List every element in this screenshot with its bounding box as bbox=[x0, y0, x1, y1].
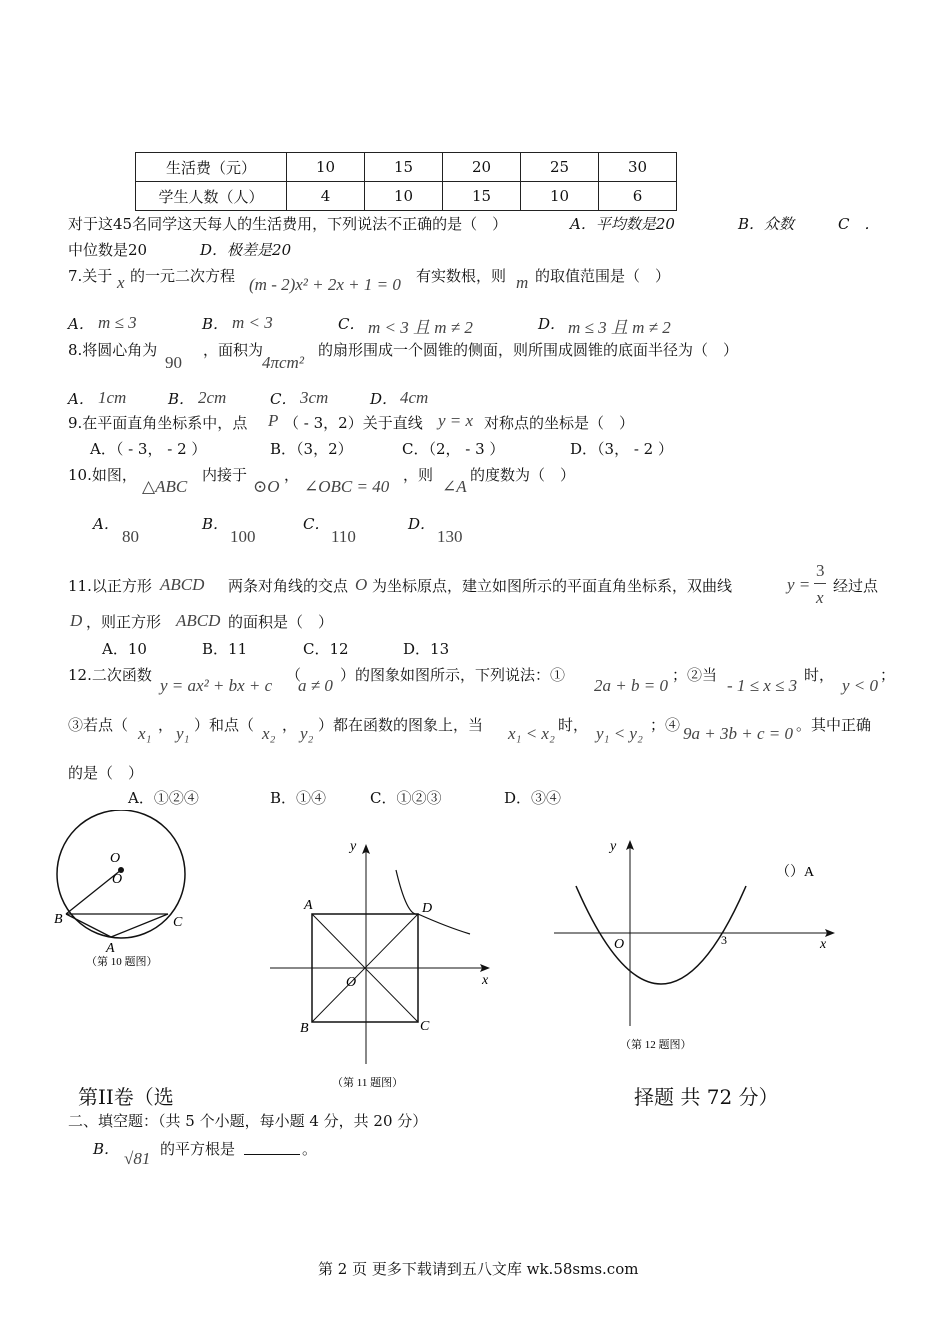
table-cell: 25 bbox=[521, 153, 599, 182]
figure-10-caption: （第 10 题图） bbox=[86, 956, 158, 968]
q10-angle-a: ∠A bbox=[442, 477, 467, 496]
q12-x2: x₂ bbox=[262, 724, 276, 743]
q11-origin: O bbox=[355, 575, 368, 594]
q9-option-d: D．（3， - 2 ） bbox=[570, 440, 673, 458]
label-x: x bbox=[482, 973, 489, 988]
q8-option-b-label: B． bbox=[168, 390, 195, 408]
q7-option-d-label: D． bbox=[538, 315, 566, 333]
q7-option-a-label: A． bbox=[68, 315, 94, 333]
q7-var-m: m bbox=[516, 273, 529, 292]
label-o-2: O bbox=[112, 872, 123, 887]
q7-option-a: m ≤ 3 bbox=[98, 313, 137, 332]
q12-and: ）和点（ bbox=[194, 716, 255, 734]
q9-suffix: 对称点的坐标是（ ） bbox=[484, 414, 635, 432]
answer-blank[interactable] bbox=[244, 1140, 300, 1159]
q8-area: 4πcm² bbox=[262, 353, 304, 372]
q11-option-d: D．13 bbox=[403, 640, 450, 658]
q11-hyperbola-lhs: y = bbox=[787, 575, 811, 594]
q11-option-b: B．11 bbox=[202, 640, 248, 658]
q13-end: 。 bbox=[302, 1140, 318, 1158]
table-cell: 30 bbox=[599, 153, 677, 182]
figure-10 bbox=[50, 810, 210, 975]
q8-option-d-label: D． bbox=[370, 390, 398, 408]
q12-option-b: B．①④ bbox=[270, 789, 327, 807]
label-d: D bbox=[422, 901, 433, 916]
q11-line2-end: 的面积是（ ） bbox=[228, 613, 334, 631]
table-row bbox=[136, 182, 677, 211]
page-footer: 第 2 页 更多下载请到五八文库 wk.58sms.com bbox=[318, 1260, 639, 1278]
q11-square: ABCD bbox=[160, 575, 205, 594]
figure-11-caption: （第 11 题图） bbox=[332, 1077, 404, 1089]
section-title-left: 第II卷（选 bbox=[78, 1085, 174, 1109]
q9-option-c: C．（2， - 3 ） bbox=[402, 440, 505, 458]
table-cell: 4 bbox=[287, 182, 365, 211]
q8-suffix: 的扇形围成一个圆锥的侧面，则所围成圆锥的底面半径为（ ） bbox=[318, 341, 739, 359]
q12-option-a: A．①②④ bbox=[128, 789, 199, 807]
section-title-right: 择题 共 72 分） bbox=[634, 1085, 779, 1109]
q6-option-b: B．众数 bbox=[738, 215, 795, 233]
q9-point: P bbox=[268, 411, 279, 430]
q13-label: B． bbox=[93, 1140, 120, 1158]
q7-option-b: m < 3 bbox=[232, 313, 273, 332]
q11-suffix: 经过点 bbox=[833, 577, 879, 595]
q7-option-c-label: C． bbox=[338, 315, 365, 333]
q12-option-c: C．①②③ bbox=[370, 789, 442, 807]
q12-semicolon: ； bbox=[880, 666, 896, 684]
q7-equation: (m - 2)x² + 2x + 1 = 0 bbox=[249, 275, 401, 294]
q6-option-c: C ． bbox=[838, 215, 880, 233]
q12-x1: x₁ bbox=[138, 724, 152, 743]
q12-comma1: ， bbox=[158, 716, 174, 734]
q7-option-d: m ≤ 3 且 m ≠ 2 bbox=[568, 318, 671, 337]
q7-option-b-label: B． bbox=[202, 315, 229, 333]
q8-option-a: 1cm bbox=[98, 388, 127, 407]
label-b: B bbox=[54, 912, 63, 927]
figure-12-caption: （第 12 题图） bbox=[620, 1039, 692, 1051]
q13-text: 的平方根是 bbox=[160, 1140, 236, 1158]
q8-option-c-label: C． bbox=[270, 390, 297, 408]
table-cell: 20 bbox=[443, 153, 521, 182]
q10-option-a-label: A． bbox=[93, 515, 119, 533]
q10-option-c-label: C． bbox=[303, 515, 330, 533]
q11-prefix: 11.以正方形 bbox=[68, 577, 152, 595]
q8-mid: ，面积为 bbox=[203, 341, 264, 359]
table-cell: 15 bbox=[365, 153, 443, 182]
figure-12 bbox=[548, 830, 848, 1056]
fill-in-heading: 二、填空题：（共 5 个小题，每小题 4 分，共 20 分） bbox=[68, 1112, 428, 1130]
q13-math: √81 bbox=[124, 1149, 151, 1168]
label-o: O bbox=[110, 851, 121, 866]
table-cell: 15 bbox=[443, 182, 521, 211]
q12-s3-pre: ③若点（ bbox=[68, 716, 129, 734]
q10-option-d-label: D． bbox=[408, 515, 436, 533]
q11-line2: ，则正方形 bbox=[86, 613, 162, 631]
table-row-label: 学生人数（人） bbox=[136, 182, 287, 211]
label-y: y bbox=[610, 839, 617, 854]
q12-condition: a ≠ 0 bbox=[298, 676, 333, 695]
q12-s2-pre: ；②当 bbox=[672, 666, 718, 684]
table-row-label: 生活费（元） bbox=[136, 153, 287, 182]
table-row bbox=[136, 153, 677, 182]
figure-11 bbox=[262, 832, 502, 1094]
q11-hyperbola-den: x bbox=[816, 588, 824, 607]
q12-s3-condition: x₁ < x₂ bbox=[508, 724, 555, 743]
q11-square2: ABCD bbox=[176, 611, 221, 630]
q10-triangle: △ABC bbox=[142, 477, 188, 496]
q12-statement-1: 2a + b = 0 bbox=[594, 676, 668, 695]
q8-angle: 90 bbox=[165, 353, 182, 372]
table-cell: 6 bbox=[599, 182, 677, 211]
q12-s4-pre: ；④ bbox=[650, 716, 681, 734]
q8-option-c: 3cm bbox=[300, 388, 329, 407]
table-cell: 10 bbox=[521, 182, 599, 211]
q12-y1: y₁ bbox=[176, 724, 190, 743]
q12-option-d: D．③④ bbox=[504, 789, 562, 807]
q10-circle: ⊙O bbox=[253, 477, 280, 496]
fraction-bar bbox=[814, 583, 826, 584]
q10-mid2: ，则 bbox=[403, 466, 434, 484]
q12-cond-open: （ bbox=[286, 666, 302, 684]
q12-s4-end: 。其中正确 bbox=[796, 716, 872, 734]
q8-option-d: 4cm bbox=[400, 388, 429, 407]
q8-option-a-label: A． bbox=[68, 390, 94, 408]
q11-mid2: 为坐标原点，建立如图所示的平面直角坐标系，双曲线 bbox=[372, 577, 733, 595]
q7-mid: 的一元二次方程 bbox=[130, 267, 236, 285]
q12-line3: 的是（ ） bbox=[68, 764, 144, 782]
q9-prefix: 9.在平面直角坐标系中，点 bbox=[68, 414, 248, 432]
label-y: y bbox=[350, 839, 357, 854]
living-expense-table bbox=[135, 152, 677, 211]
q7-mid2: 有实数根，则 bbox=[416, 267, 507, 285]
segment-ba bbox=[66, 914, 111, 937]
label-a: A bbox=[304, 898, 313, 913]
q12-s2-result: y < 0 bbox=[842, 676, 879, 695]
q12-s2-mid: 时， bbox=[804, 666, 835, 684]
q10-option-b-label: B． bbox=[202, 515, 229, 533]
table-cell: 10 bbox=[365, 182, 443, 211]
q7-var-x: x bbox=[117, 273, 125, 292]
label-c: C bbox=[173, 915, 183, 930]
q12-s3-result: y₁ < y₂ bbox=[596, 724, 643, 743]
q12-statement-4: 9a + 3b + c = 0 bbox=[683, 724, 793, 743]
q12-y2: y₂ bbox=[300, 724, 314, 743]
q9-line: y = x bbox=[438, 411, 474, 430]
label-three: 3 bbox=[721, 933, 727, 947]
q11-point-d: D bbox=[70, 611, 83, 630]
q12-function: y = ax² + bx + c bbox=[160, 676, 273, 695]
q7-prefix: 7.关于 bbox=[68, 267, 113, 285]
q6-text: 对于这45名同学这天每人的生活费用，下列说法不正确的是（ ） bbox=[68, 215, 508, 233]
q12-s3-when: 时， bbox=[558, 716, 589, 734]
q12-prefix: 12.二次函数 bbox=[68, 666, 152, 684]
q11-option-c: C．12 bbox=[303, 640, 349, 658]
q10-angle: ∠OBC = 40 bbox=[304, 477, 390, 496]
q11-hyperbola-num: 3 bbox=[816, 561, 825, 580]
q10-suffix: 的度数为（ ） bbox=[470, 466, 576, 484]
q12-s3-mid: ）都在函数的图象上，当 bbox=[318, 716, 484, 734]
q11-option-a: A．10 bbox=[102, 640, 147, 658]
label-c: C bbox=[420, 1019, 430, 1034]
q10-prefix: 10.如图， bbox=[68, 466, 137, 484]
q12-after: ）的图象如图所示，下列说法：① bbox=[340, 666, 566, 684]
q9-option-b: B．（3，2） bbox=[270, 440, 353, 458]
q10-option-c: 110 bbox=[331, 527, 356, 546]
q12-s2-range: - 1 ≤ x ≤ 3 bbox=[727, 676, 798, 695]
label-a: A bbox=[106, 941, 115, 956]
q6-option-a: A．平均数是20 bbox=[570, 215, 675, 233]
label-x: x bbox=[820, 937, 827, 952]
label-o: O bbox=[614, 937, 625, 952]
label-b: B bbox=[300, 1021, 309, 1036]
q10-option-d: 130 bbox=[437, 527, 463, 546]
q10-option-b: 100 bbox=[230, 527, 256, 546]
q10-option-a: 80 bbox=[122, 527, 139, 546]
q10-comma: ， bbox=[284, 466, 300, 484]
q7-option-c: m < 3 且 m ≠ 2 bbox=[368, 318, 473, 337]
label-o: O bbox=[346, 975, 357, 990]
q6-option-c-cont: 中位数是20 bbox=[68, 241, 148, 259]
q8-option-b: 2cm bbox=[198, 388, 227, 407]
q10-mid: 内接于 bbox=[202, 466, 248, 484]
q8-prefix: 8.将圆心角为 bbox=[68, 341, 158, 359]
q9-option-a: A．（ - 3， - 2 ） bbox=[90, 440, 207, 458]
q6-option-d: D．极差是20 bbox=[200, 241, 292, 259]
q12-comma2: ， bbox=[282, 716, 298, 734]
q11-mid: 两条对角线的交点 bbox=[228, 577, 349, 595]
stray-label: （）A bbox=[776, 865, 815, 880]
q7-suffix: 的取值范围是（ ） bbox=[535, 267, 671, 285]
q9-coord: （ - 3，2）关于直线 bbox=[284, 414, 423, 432]
table-cell: 10 bbox=[287, 153, 365, 182]
